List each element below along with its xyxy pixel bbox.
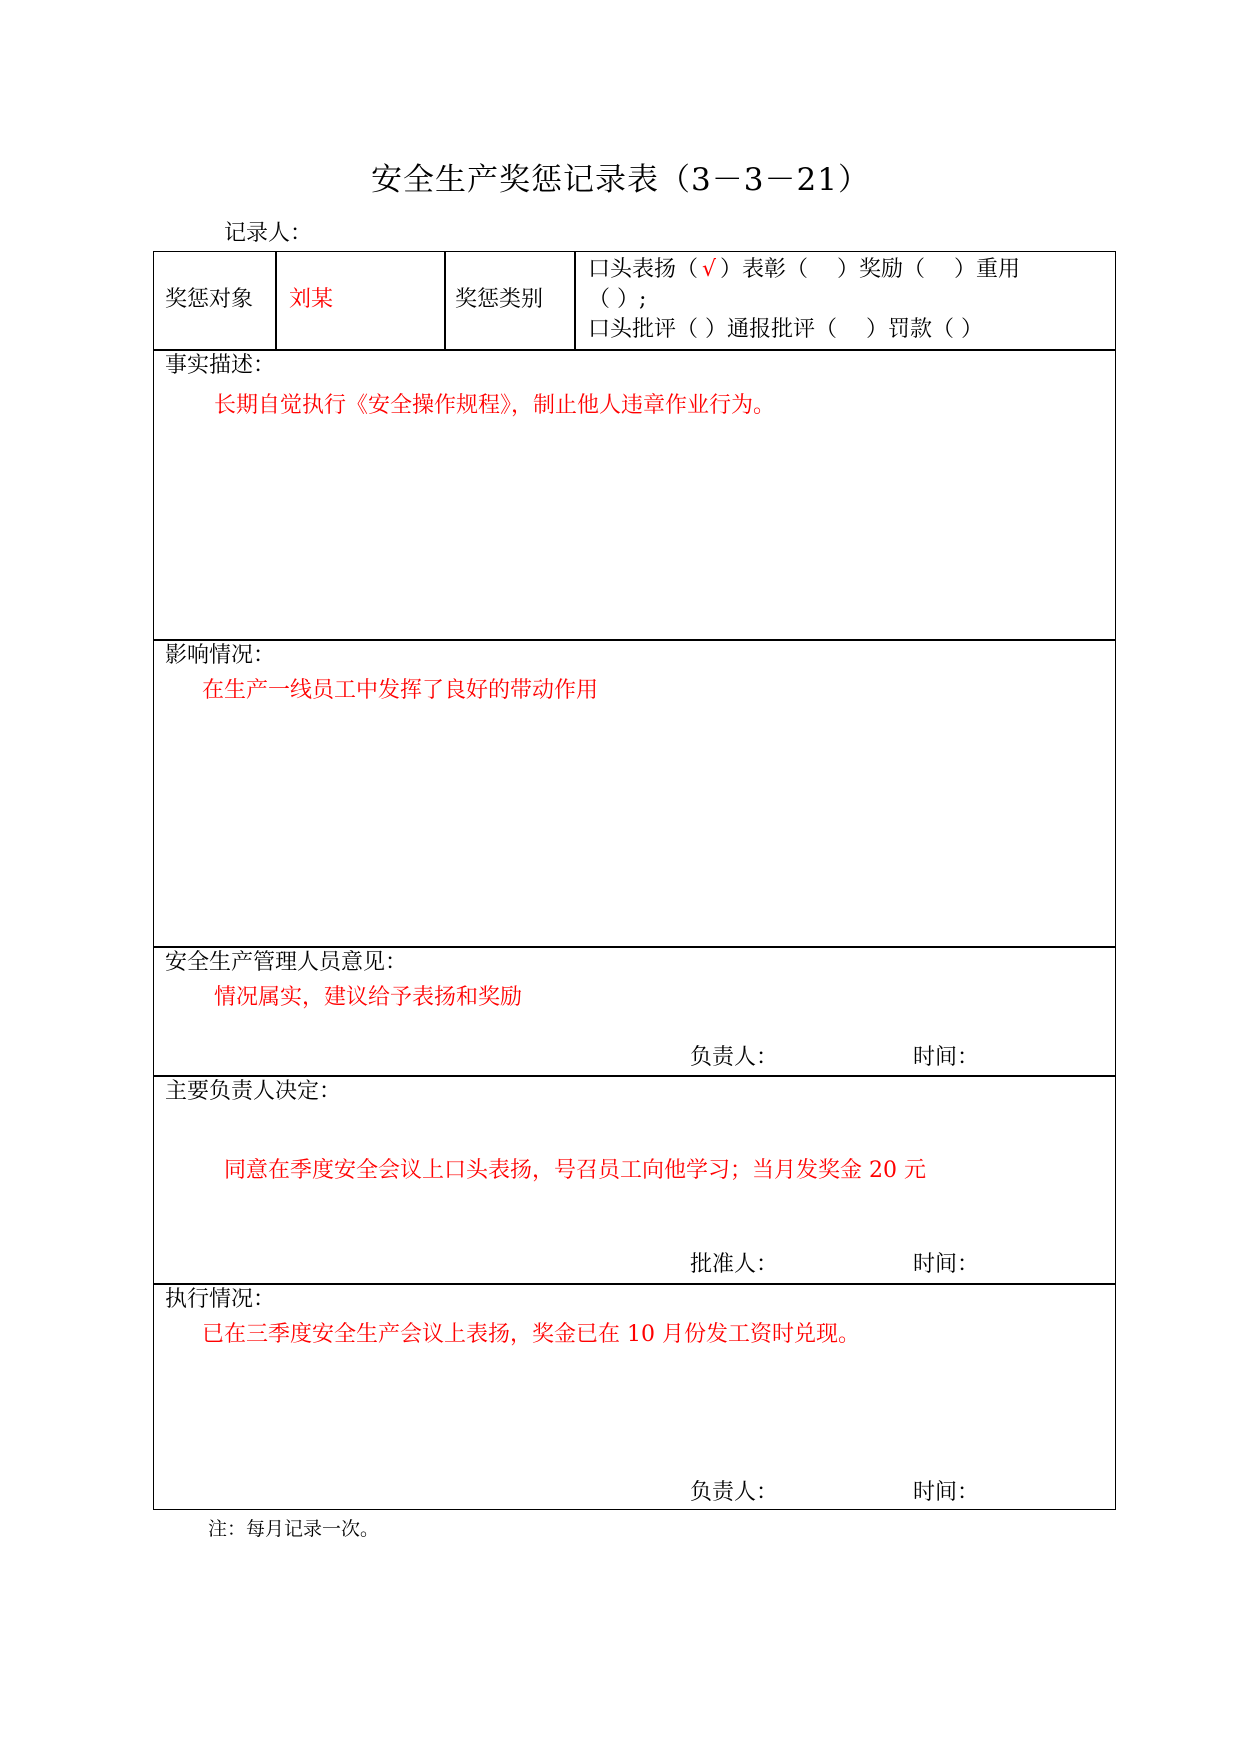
manager-opinion-label: 安全生产管理人员意见： [165, 950, 408, 975]
decision-label: 主要负责人决定： [165, 1079, 342, 1104]
target-label: 奖惩对象 [165, 287, 254, 312]
footnote: 注：每月记录一次。 [208, 1518, 380, 1540]
check-mark-icon: √ [702, 257, 717, 282]
row-divider [154, 1283, 1115, 1285]
execution-time-label: 时间： [913, 1480, 980, 1505]
row-divider [154, 946, 1115, 948]
category-options-line3: 口头批评（ ）通报批评（ ）罚款（ ） [588, 317, 983, 342]
record-table [153, 251, 1116, 1510]
category-options-line2: （ ）; [588, 287, 647, 312]
column-divider [275, 252, 277, 350]
execution-label: 执行情况： [165, 1287, 276, 1312]
impact-content: 在生产一线员工中发挥了良好的带动作用 [202, 678, 599, 703]
row-divider [154, 639, 1115, 641]
manager-time-label: 时间： [913, 1045, 980, 1070]
row-divider [154, 1075, 1115, 1077]
facts-label: 事实描述： [165, 353, 276, 378]
decision-signer-label: 批准人： [690, 1252, 779, 1277]
page-title: 安全生产奖惩记录表（3－3－21） [371, 162, 870, 198]
decision-time-label: 时间： [913, 1252, 980, 1277]
column-divider [574, 252, 576, 350]
execution-content: 已在三季度安全生产会议上表扬，奖金已在 10 月份发工资时兑现。 [202, 1322, 860, 1347]
column-divider [444, 252, 446, 350]
target-value: 刘某 [289, 287, 334, 312]
facts-content: 长期自觉执行《安全操作规程》，制止他人违章作业行为。 [214, 393, 776, 418]
manager-opinion-content: 情况属实，建议给予表扬和奖励 [214, 985, 523, 1010]
category-label: 奖惩类别 [455, 287, 544, 312]
other-reward-options: ）表彰（ ）奖励（ ）重用 [720, 257, 1021, 282]
row-divider [154, 349, 1115, 351]
execution-signer-label: 负责人： [690, 1480, 779, 1505]
impact-label: 影响情况： [165, 643, 276, 668]
decision-content: 同意在季度安全会议上口头表扬，号召员工向他学习；当月发奖金 20 元 [224, 1158, 926, 1183]
recorder-label: 记录人： [224, 221, 313, 246]
category-options-line1 [588, 256, 1020, 284]
verbal-praise-option: 口头表扬（ [588, 257, 699, 282]
manager-signer-label: 负责人： [690, 1045, 779, 1070]
